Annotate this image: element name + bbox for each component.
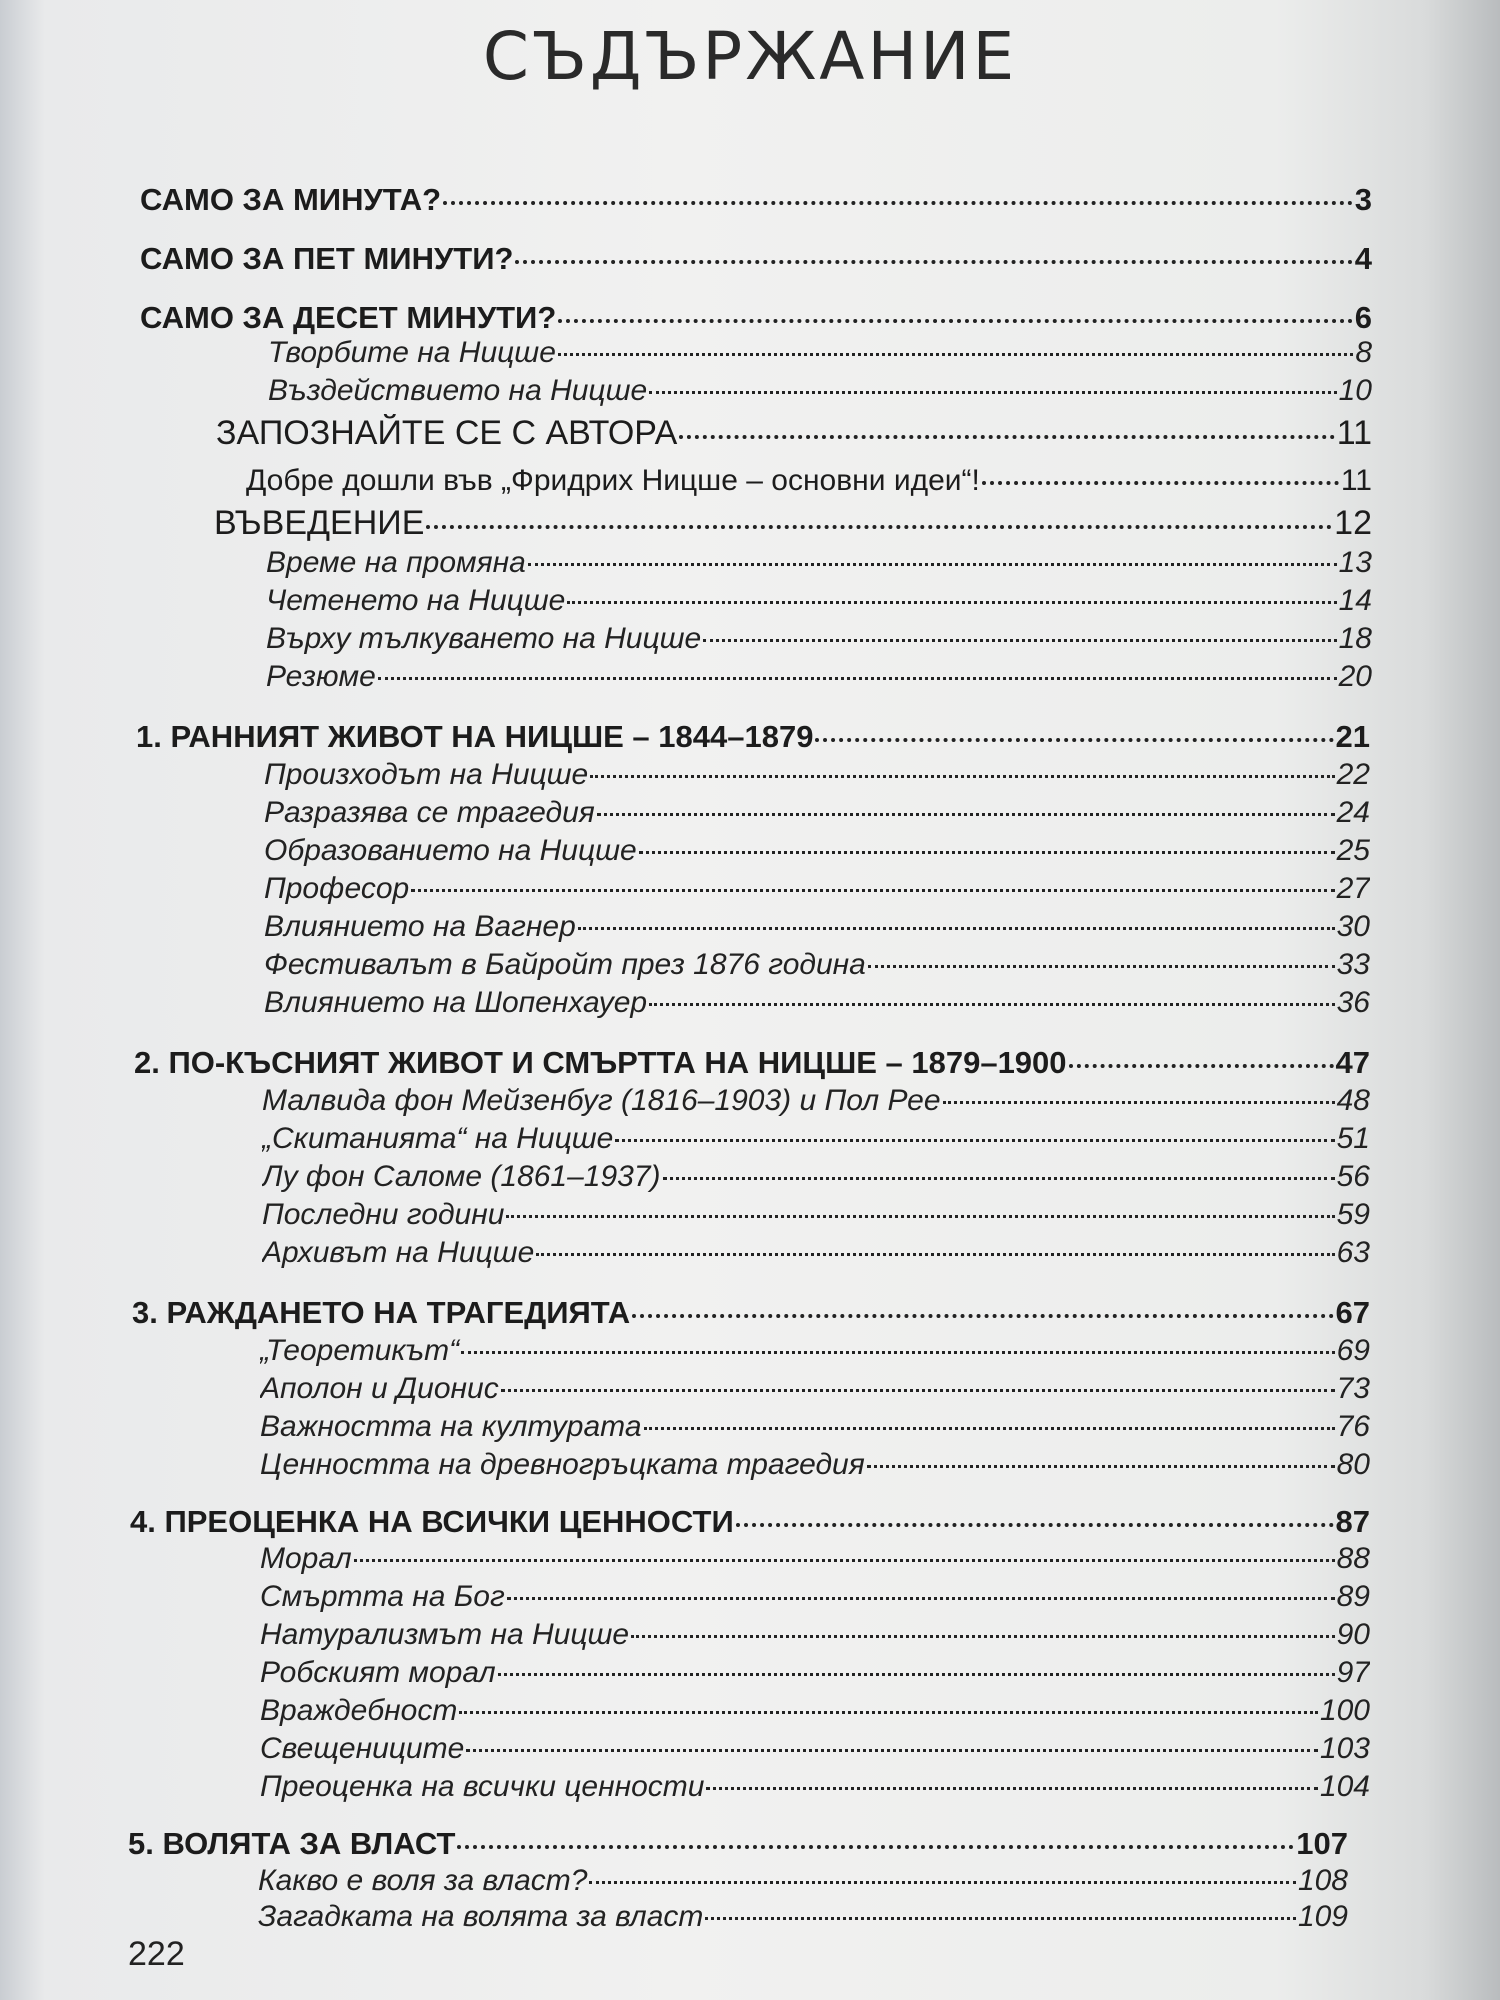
toc-entry-page: 25 — [1336, 834, 1370, 867]
dot-leader — [457, 1845, 1294, 1849]
dot-leader — [536, 1253, 1334, 1256]
dot-leader — [615, 1139, 1334, 1142]
toc-entry[interactable] — [266, 660, 1372, 694]
dot-leader — [567, 601, 1336, 604]
toc-entry[interactable] — [264, 796, 1370, 830]
dot-leader — [590, 775, 1334, 778]
toc-entry-label: САМО ЗА МИНУТА? — [140, 182, 442, 217]
dot-leader — [501, 1389, 1335, 1392]
toc-entry-label: Влиянието на Вагнер — [264, 910, 576, 943]
toc-entry[interactable] — [128, 1826, 1348, 1862]
toc-entry-label: Архивът на Ницше — [262, 1236, 535, 1269]
toc-entry-label: Ценността на древногръцката трагедия — [260, 1448, 865, 1481]
toc-entry-label: Смъртта на Бог — [260, 1580, 505, 1613]
dot-leader — [736, 1523, 1334, 1527]
toc-entry-page: 80 — [1336, 1448, 1370, 1481]
toc-entry-page: 20 — [1338, 660, 1372, 693]
toc-entry-page: 13 — [1338, 546, 1372, 579]
dot-leader — [982, 481, 1339, 485]
toc-entry-page: 87 — [1335, 1504, 1370, 1539]
dot-leader — [461, 1351, 1334, 1354]
toc-entry-label: Време на промяна — [266, 546, 526, 579]
toc-entry-page: 30 — [1336, 910, 1370, 943]
toc-entry[interactable] — [260, 1656, 1370, 1690]
toc-entry-page: 63 — [1336, 1236, 1370, 1269]
dot-leader — [354, 1559, 1335, 1562]
toc-entry[interactable] — [262, 1084, 1370, 1118]
toc-entry-page: 11 — [1336, 414, 1372, 452]
toc-entry-label: Малвида фон Мейзенбуг (1816–1903) и Пол Рее — [262, 1084, 941, 1117]
toc-entry-label: Свещениците — [260, 1732, 465, 1765]
toc-entry[interactable] — [264, 872, 1370, 906]
toc-entry[interactable] — [260, 1372, 1370, 1406]
toc-entry-label: Въздействието на Ницше — [268, 374, 648, 407]
toc-entry-page: 67 — [1335, 1295, 1370, 1330]
toc-entry-label: Какво е воля за власт? — [258, 1864, 588, 1897]
dot-leader — [663, 1177, 1335, 1180]
dot-leader — [649, 1003, 1335, 1006]
toc-entry[interactable] — [268, 374, 1372, 408]
toc-entry-label: Лу фон Саломе (1861–1937) — [262, 1160, 661, 1193]
dot-leader — [943, 1101, 1335, 1104]
toc-entry-label: Резюме — [266, 660, 376, 693]
toc-entry[interactable] — [264, 986, 1370, 1020]
toc-entry[interactable] — [216, 414, 1372, 453]
toc-entry[interactable] — [260, 1694, 1370, 1728]
toc-entry[interactable] — [260, 1448, 1370, 1482]
toc-entry-page: 69 — [1336, 1334, 1370, 1367]
toc-entry-page: 11 — [1340, 464, 1372, 497]
toc-entry-label: Морал — [260, 1542, 352, 1575]
dot-leader — [506, 1215, 1334, 1218]
dot-leader — [644, 1427, 1335, 1430]
dot-leader — [631, 1635, 1335, 1638]
toc-entry[interactable] — [258, 1900, 1348, 1934]
toc-entry[interactable] — [130, 1504, 1370, 1540]
dot-leader — [411, 889, 1334, 892]
toc-entry[interactable] — [134, 1045, 1370, 1081]
page-number: 222 — [128, 1935, 185, 1973]
toc-entry-page: 27 — [1336, 872, 1370, 905]
toc-entry-page: 10 — [1338, 374, 1372, 407]
toc-entry[interactable] — [140, 182, 1372, 218]
toc-entry-page: 107 — [1296, 1826, 1348, 1861]
toc-entry-page: 14 — [1338, 584, 1372, 617]
toc-entry[interactable] — [260, 1732, 1370, 1766]
toc-entry[interactable] — [262, 1236, 1370, 1270]
toc-entry-label: Творбите на Ницше — [268, 336, 556, 369]
toc-entry-label: Преоценка на всички ценности — [260, 1770, 705, 1803]
toc-entry-page: 88 — [1336, 1542, 1370, 1575]
toc-entry[interactable] — [246, 464, 1372, 498]
dot-leader — [528, 563, 1337, 566]
toc-entry-label: 3. РАЖДАНЕТО НА ТРАГЕДИЯТА — [132, 1295, 631, 1330]
toc-entry-label: Фестивалът в Байройт през 1876 година — [264, 948, 866, 981]
toc-entry[interactable] — [136, 719, 1370, 755]
toc-entry-label: Натурализмът на Ницше — [260, 1618, 630, 1651]
toc-entry-label: Враждебност — [260, 1694, 458, 1727]
toc-entry-page: 36 — [1336, 986, 1370, 1019]
toc-entry[interactable] — [264, 834, 1370, 868]
dot-leader — [443, 201, 1353, 205]
toc-entry-label: 1. РАННИЯТ ЖИВОТ НА НИЦШЕ – 1844–1879 — [136, 719, 814, 754]
toc-entry-label: „Теоретикът“ — [260, 1334, 460, 1367]
toc-entry[interactable] — [260, 1410, 1370, 1444]
dot-leader — [867, 1465, 1335, 1468]
toc-entry-label: Важността на културата — [260, 1410, 642, 1443]
toc-entry[interactable] — [260, 1618, 1370, 1652]
dot-leader — [703, 639, 1336, 642]
toc-entry-label: ЗАПОЗНАЙТЕ СЕ С АВТОРА — [216, 414, 678, 452]
dot-leader — [459, 1711, 1318, 1714]
toc-entry[interactable] — [264, 910, 1370, 944]
dot-leader — [639, 851, 1335, 854]
dot-leader — [498, 1673, 1335, 1676]
toc-entry-page: 47 — [1335, 1045, 1370, 1080]
toc-entry[interactable] — [264, 758, 1370, 792]
toc-entry-page: 104 — [1319, 1770, 1370, 1803]
toc-entry-page: 56 — [1336, 1160, 1370, 1193]
toc-entry-page: 8 — [1355, 336, 1372, 369]
dot-leader — [1069, 1064, 1334, 1068]
toc-entry-page: 90 — [1336, 1618, 1370, 1651]
toc-entry-page: 21 — [1335, 719, 1370, 754]
toc-entry-page: 12 — [1334, 504, 1372, 542]
dot-leader — [649, 391, 1336, 394]
toc-entry-page: 24 — [1336, 796, 1370, 829]
toc-entry-page: 89 — [1336, 1580, 1370, 1613]
toc-entry-page: 100 — [1319, 1694, 1370, 1727]
toc-entry[interactable] — [260, 1334, 1370, 1368]
toc-entry[interactable] — [214, 504, 1372, 543]
page-title: СЪДЪРЖАНИЕ — [482, 18, 1018, 95]
toc-entry-page: 48 — [1336, 1084, 1370, 1117]
toc-entry-label: Четенето на Ницше — [266, 584, 566, 617]
toc-entry-label: САМО ЗА ПЕТ МИНУТИ? — [140, 241, 514, 276]
toc-entry[interactable] — [262, 1160, 1370, 1194]
toc-entry[interactable] — [260, 1542, 1370, 1576]
dot-leader — [705, 1917, 1296, 1920]
toc-entry-label: ВЪВЕДЕНИЕ — [214, 504, 425, 542]
dot-leader — [558, 319, 1352, 323]
toc-entry-label: Влиянието на Шопенхауер — [264, 986, 648, 1019]
toc-entry[interactable] — [260, 1580, 1370, 1614]
toc-entry-label: „Скитанията“ на Ницше — [262, 1122, 614, 1155]
toc-entry[interactable] — [140, 300, 1372, 336]
toc-entry[interactable] — [132, 1295, 1370, 1331]
dot-leader — [378, 677, 1337, 680]
toc-entry[interactable] — [266, 622, 1372, 656]
toc-entry-page: 76 — [1336, 1410, 1370, 1443]
toc-entry-page: 22 — [1336, 758, 1370, 791]
toc-entry-page: 97 — [1336, 1656, 1370, 1689]
toc-entry-label: Последни години — [262, 1198, 505, 1231]
toc-entry-page: 51 — [1336, 1122, 1370, 1155]
toc-entry-label: Аполон и Дионис — [260, 1372, 499, 1405]
toc-entry-page: 103 — [1319, 1732, 1370, 1765]
toc-entry-label: 5. ВОЛЯТА ЗА ВЛАСТ — [128, 1826, 456, 1861]
toc-entry-page: 3 — [1354, 182, 1372, 217]
dot-leader — [515, 260, 1352, 264]
dot-leader — [815, 738, 1333, 742]
toc-entry[interactable] — [266, 546, 1372, 580]
toc-entry[interactable] — [266, 584, 1372, 618]
dot-leader — [597, 813, 1335, 816]
toc-entry-label: Професор — [264, 872, 410, 905]
toc-entry-label: Добре дошли във „Фридрих Ницше – основни идеи“! — [246, 464, 980, 497]
dot-leader — [426, 525, 1332, 529]
toc-entry[interactable] — [262, 1122, 1370, 1156]
dot-leader — [679, 435, 1334, 439]
toc-entry[interactable] — [264, 948, 1370, 982]
dot-leader — [507, 1597, 1335, 1600]
dot-leader — [466, 1749, 1318, 1752]
dot-leader — [589, 1881, 1295, 1884]
toc-entry-page: 109 — [1297, 1900, 1348, 1933]
toc-entry-label: 4. ПРЕОЦЕНКА НА ВСИЧКИ ЦЕННОСТИ — [130, 1504, 734, 1539]
toc-entry-label: 2. ПО-КЪСНИЯТ ЖИВОТ И СМЪРТТА НА НИЦШЕ – 1879–1900 — [134, 1045, 1067, 1080]
toc-entry[interactable] — [140, 241, 1372, 277]
dot-leader — [578, 927, 1335, 930]
toc-entry[interactable] — [262, 1198, 1370, 1232]
toc-entry-label: САМО ЗА ДЕСЕТ МИНУТИ? — [140, 300, 557, 335]
toc-entry-label: Произходът на Ницше — [264, 758, 589, 791]
toc-entry-label: Върху тълкуването на Ницше — [266, 622, 702, 655]
dot-leader — [632, 1314, 1333, 1318]
toc-entry-page: 73 — [1336, 1372, 1370, 1405]
toc-entry-label: Загадката на волята за власт — [258, 1900, 704, 1933]
dot-leader — [558, 353, 1353, 356]
toc-entry-page: 108 — [1297, 1864, 1348, 1897]
toc-entry[interactable] — [260, 1770, 1370, 1804]
toc-entry[interactable] — [268, 336, 1372, 370]
toc-entry-page: 4 — [1354, 241, 1372, 276]
toc-entry-label: Робският морал — [260, 1656, 496, 1689]
toc-entry-page: 6 — [1354, 300, 1372, 335]
toc-entry[interactable] — [258, 1864, 1348, 1898]
dot-leader — [706, 1787, 1317, 1790]
dot-leader — [868, 965, 1335, 968]
toc-entry-label: Образованието на Ницше — [264, 834, 637, 867]
toc-entry-page: 33 — [1336, 948, 1370, 981]
toc-entry-page: 59 — [1336, 1198, 1370, 1231]
toc-entry-page: 18 — [1338, 622, 1372, 655]
toc-entry-label: Разразява се трагедия — [264, 796, 595, 829]
